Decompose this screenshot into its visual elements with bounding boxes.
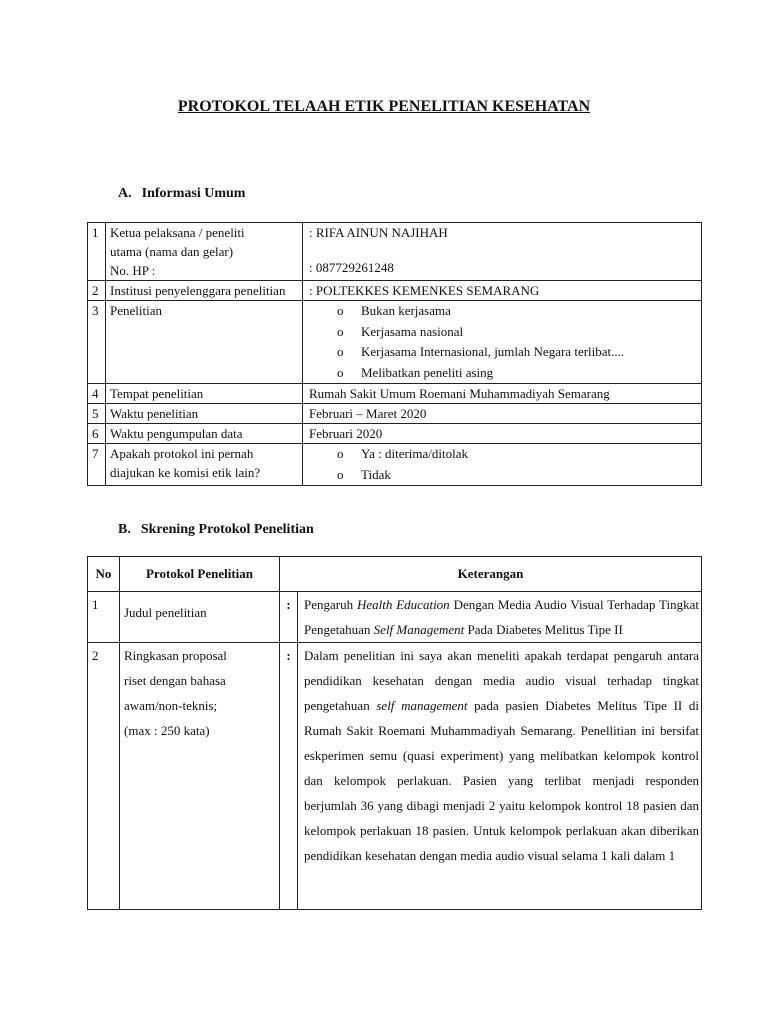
row-value: Februari – Maret 2020	[303, 404, 702, 424]
row-label: Penelitian	[106, 301, 303, 384]
label-line: utama (nama dan gelar)	[110, 244, 234, 259]
row-value: Rumah Sakit Umum Roemani Muhammadiyah Semarang	[303, 384, 702, 404]
list-item	[337, 342, 697, 363]
table-row	[88, 223, 702, 281]
section-a-marker: A.	[118, 186, 132, 201]
row-number: 7	[88, 444, 106, 486]
row-label: Judul penelitian	[120, 592, 280, 643]
row-label: Tempat penelitian	[106, 384, 303, 404]
bullet-icon: o	[337, 323, 344, 339]
row-label: Apakah protokol ini pernah diajukan ke komisi etik lain?	[106, 444, 303, 486]
table-row	[88, 404, 702, 424]
researcher-phone: : 087729261248	[309, 260, 394, 275]
row-number: 4	[88, 384, 106, 404]
bullet-icon: o	[337, 344, 344, 359]
text-run: Dengan Media Audio Visual Terhadap Tingkat Pengetahuan	[304, 597, 699, 637]
text-run: Dalam penelitian ini saya akan meneliti apakah terdapat pengaruh antara pendidikan kesehatan dengan media audio visual terhadap tingkat pengetahuan	[304, 648, 699, 713]
table-header-row	[88, 557, 702, 592]
option-text: Tidak	[361, 466, 391, 482]
option-text: Kerjasama nasional	[361, 323, 464, 339]
label-line: awam/non-teknis;	[124, 698, 218, 713]
option-text: Melibatkan peneliti asing	[361, 364, 494, 380]
table-row	[88, 592, 702, 643]
general-info-table	[87, 222, 702, 486]
row-number: 5	[88, 404, 106, 424]
text-run-italic: Self Management	[373, 622, 465, 637]
section-a-title: Informasi Umum	[141, 186, 246, 201]
row-options	[303, 301, 702, 384]
section-b-marker: B.	[118, 522, 131, 537]
row-number: 1	[88, 592, 120, 643]
label-line: Ketua pelaksana / peneliti	[110, 225, 245, 240]
option-text: Ya : diterima/ditolak	[361, 446, 469, 461]
table-row	[88, 301, 702, 384]
bullet-icon: o	[337, 446, 344, 461]
bullet-icon: o	[337, 466, 344, 482]
row-number: 3	[88, 301, 106, 384]
table-row	[88, 444, 702, 486]
row-label	[106, 223, 303, 281]
bullet-icon: o	[337, 364, 344, 380]
text-run: Pada Diabetes Melitus Tipe II	[464, 622, 623, 637]
label-line: No. HP :	[110, 263, 156, 278]
row-number: 2	[88, 281, 106, 301]
row-value: : POLTEKKES KEMENKES SEMARANG	[303, 281, 702, 301]
colon-separator: :	[280, 592, 298, 643]
row-options	[303, 444, 702, 486]
option-text: Bukan kerjasama	[361, 303, 451, 318]
row-number: 6	[88, 424, 106, 444]
table-row	[88, 384, 702, 404]
section-b-title: Skrening Protokol Penelitian	[140, 522, 314, 537]
bullet-icon: o	[337, 303, 344, 318]
header-keterangan: Keterangan	[280, 557, 702, 592]
row-label: Waktu penelitian	[106, 404, 303, 424]
text-run-italic: Health Education	[356, 597, 450, 612]
header-protokol: Protokol Penelitian	[120, 557, 280, 592]
document-title: PROTOKOL TELAAH ETIK PENELITIAN KESEHATAN	[177, 98, 591, 115]
list-item	[337, 444, 697, 465]
protocol-screening-table	[87, 556, 702, 910]
text-run: pada pasien Diabetes Melitus Tipe II di Rumah Sakit Roemani Muhammadiyah Semarang. Penellitian ini bersifat eskperimen semu (quasi experiment) yang melibatkan kelompok kontrol dan kelompok perlakuan. Pasien yang terlibat menjadi responden berjumlah 36 yang dibagi menjadi 2 yaitu kelompok kontrol 18 pasien dan kelompok perlakuan 18 pasien. Untuk kelompok perlakuan akan diberikan pendidikan kesehatan dengan media audio visual selama 1 kali dalam 1	[304, 698, 699, 863]
header-no: No	[88, 557, 120, 592]
label-line: (max : 250 kata)	[124, 723, 210, 738]
row-label	[120, 643, 280, 910]
list-item	[337, 322, 697, 343]
row-value	[303, 223, 702, 281]
list-item	[337, 363, 697, 384]
table-row	[88, 643, 702, 910]
label-line: riset dengan bahasa	[124, 673, 226, 688]
colon-separator: :	[280, 643, 298, 910]
table-row	[88, 424, 702, 444]
list-item	[337, 465, 697, 486]
text-run: Pengaruh	[304, 597, 357, 612]
option-text: Kerjasama Internasional, jumlah Negara terlibat....	[361, 344, 625, 359]
row-label: Institusi penyelenggara penelitian	[106, 281, 303, 301]
row-number: 2	[88, 643, 120, 910]
table-row	[88, 281, 702, 301]
label-line: Ringkasan proposal	[124, 648, 227, 663]
research-title	[298, 592, 702, 643]
text-run-italic: self management	[376, 698, 468, 713]
row-number: 1	[88, 223, 106, 281]
researcher-name: : RIFA AINUN NAJIHAH	[309, 225, 448, 240]
list-item	[337, 301, 697, 322]
row-value: Februari 2020	[303, 424, 702, 444]
row-label: Waktu pengumpulan data	[106, 424, 303, 444]
section-b-heading	[118, 522, 314, 538]
proposal-summary	[298, 643, 702, 910]
section-a-heading	[118, 186, 245, 202]
